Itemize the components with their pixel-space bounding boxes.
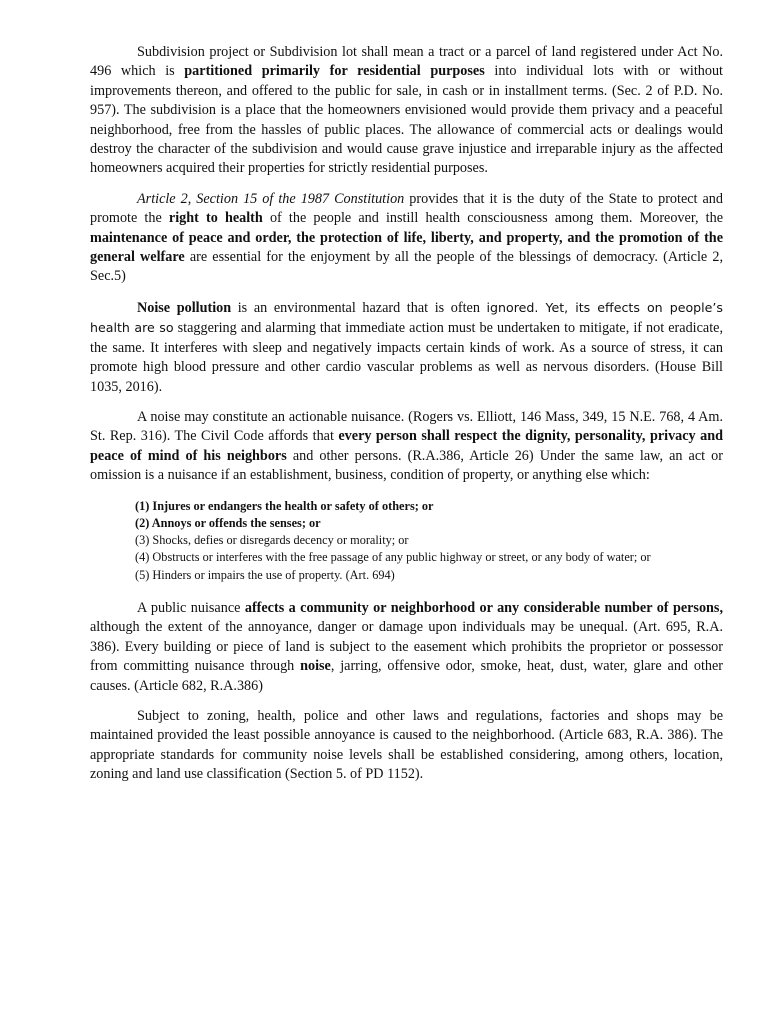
paragraph-actionable-nuisance xyxy=(90,408,723,486)
emphasis-run: partitioned primarily for residential purposes xyxy=(184,63,485,80)
list-item: (3) Shocks, defies or disregards decency or morality; or xyxy=(135,533,409,548)
list-item: (5) Hinders or impairs the use of property. (Art. 694) xyxy=(135,567,395,582)
text-run: of the people and instill health consciousness among them. Moreover, the xyxy=(262,210,724,227)
paragraph-public-nuisance xyxy=(90,599,723,696)
list-item: (2) Annoys or offends the senses; or xyxy=(135,515,321,530)
text-run: A public nuisance xyxy=(137,600,245,617)
paragraph-constitution xyxy=(90,190,723,287)
text-run: A noise may constitute an actionable nuisance. (Rogers vs. Elliott, 146 Mass, 349, 15 N.E. 768, 4 Am. St. Rep. 316). The Civil Code affords that xyxy=(90,408,723,445)
emphasis-run: right to health xyxy=(168,210,263,227)
text-run: are essential for the enjoyment by all the people of the blessings of democracy. (Article 2, Sec.5) xyxy=(90,249,723,285)
list-item: (1) Injures or endangers the health or safety of others; or xyxy=(135,498,434,513)
text-run: is an environmental hazard that is often xyxy=(231,299,487,316)
emphasis-run: affects a community or neighborhood or any considerable number of persons, xyxy=(244,600,723,617)
paragraph-subdivision xyxy=(90,43,723,179)
emphasis-run: noise xyxy=(300,658,331,675)
emphasis-run: Noise pollution xyxy=(137,299,232,316)
nuisance-criteria-list xyxy=(135,498,723,584)
emphasis-run: maintenance of peace and order, the protection of life, liberty, and property, and the promotion of the general welfare xyxy=(90,229,723,266)
citation-run: Article 2, Section 15 of the 1987 Constitution xyxy=(137,190,405,207)
text-run: Subject to zoning, health, police and other laws and regulations, factories and shops may be maintained provided the least possible annoyance is caused to the neighborhood. (Article 683, R.A. 386). The appropriate standards for community noise levels shall be established considering, among others, location, zoning and land use classification (Section 5. of PD 1152). xyxy=(90,708,723,783)
body-text-bottom xyxy=(90,599,723,785)
emphasis-run: every person shall respect the dignity, personality, privacy and peace of mind of his neighbors xyxy=(90,428,723,464)
text-run: Subdivision project or Subdivision lot shall mean a tract or a parcel of land registered under Act No. 496 which is xyxy=(90,44,723,80)
list-item: (4) Obstructs or interferes with the free passage of any public highway or street, or any body of water; or xyxy=(135,550,651,565)
text-run: and other persons. (R.A.386, Article 26) Under the same law, an act or omission is a nuisance if an establishment, business, condition of property, or anything else which: xyxy=(90,447,723,484)
text-run: staggering and alarming that immediate action must be undertaken to mitigate, if not eradicate, the same. It interferes with sleep and negatively impacts certain kinds of work. As a source of stress, it can promote high blood pressure and other cardio vascular problems as well as nervous disorders. (House Bill 1035, 2016). xyxy=(90,320,723,395)
text-run: although the extent of the annoyance, danger or damage upon individuals may be unequal. (Art. 695, R.A. 386). Every building or piece of land is subject to the easement which prohibits the proprietor or possessor from committing nuisance through xyxy=(90,619,723,675)
body-text-top xyxy=(90,43,723,486)
text-run: provides that it is the duty of the State to protect and promote the xyxy=(90,190,723,227)
sans-text-run: ignored. Yet, its effects on people’s health are so xyxy=(90,299,723,336)
paragraph-noise-pollution xyxy=(90,298,723,397)
paragraph-zoning xyxy=(90,707,723,785)
text-run: , jarring, offensive odor, smoke, heat, dust, water, glare and other causes. (Article 682, R.A.386) xyxy=(90,658,723,694)
text-run: into individual lots with or without improvements thereon, and offered to the public for sale, in cash or in installment terms. (Sec. 2 of P.D. No. 957). The subdivision is a place that the homeowners envisioned would provide them privacy and a peaceful neighborhood, free from the hassles of public places. The allowance of commercial acts or dealings would destroy the character of the subdivision and would cause grave injustice and irreparable injury as the affected homeowners acquired their properties for strictly residential purposes. xyxy=(90,63,723,177)
